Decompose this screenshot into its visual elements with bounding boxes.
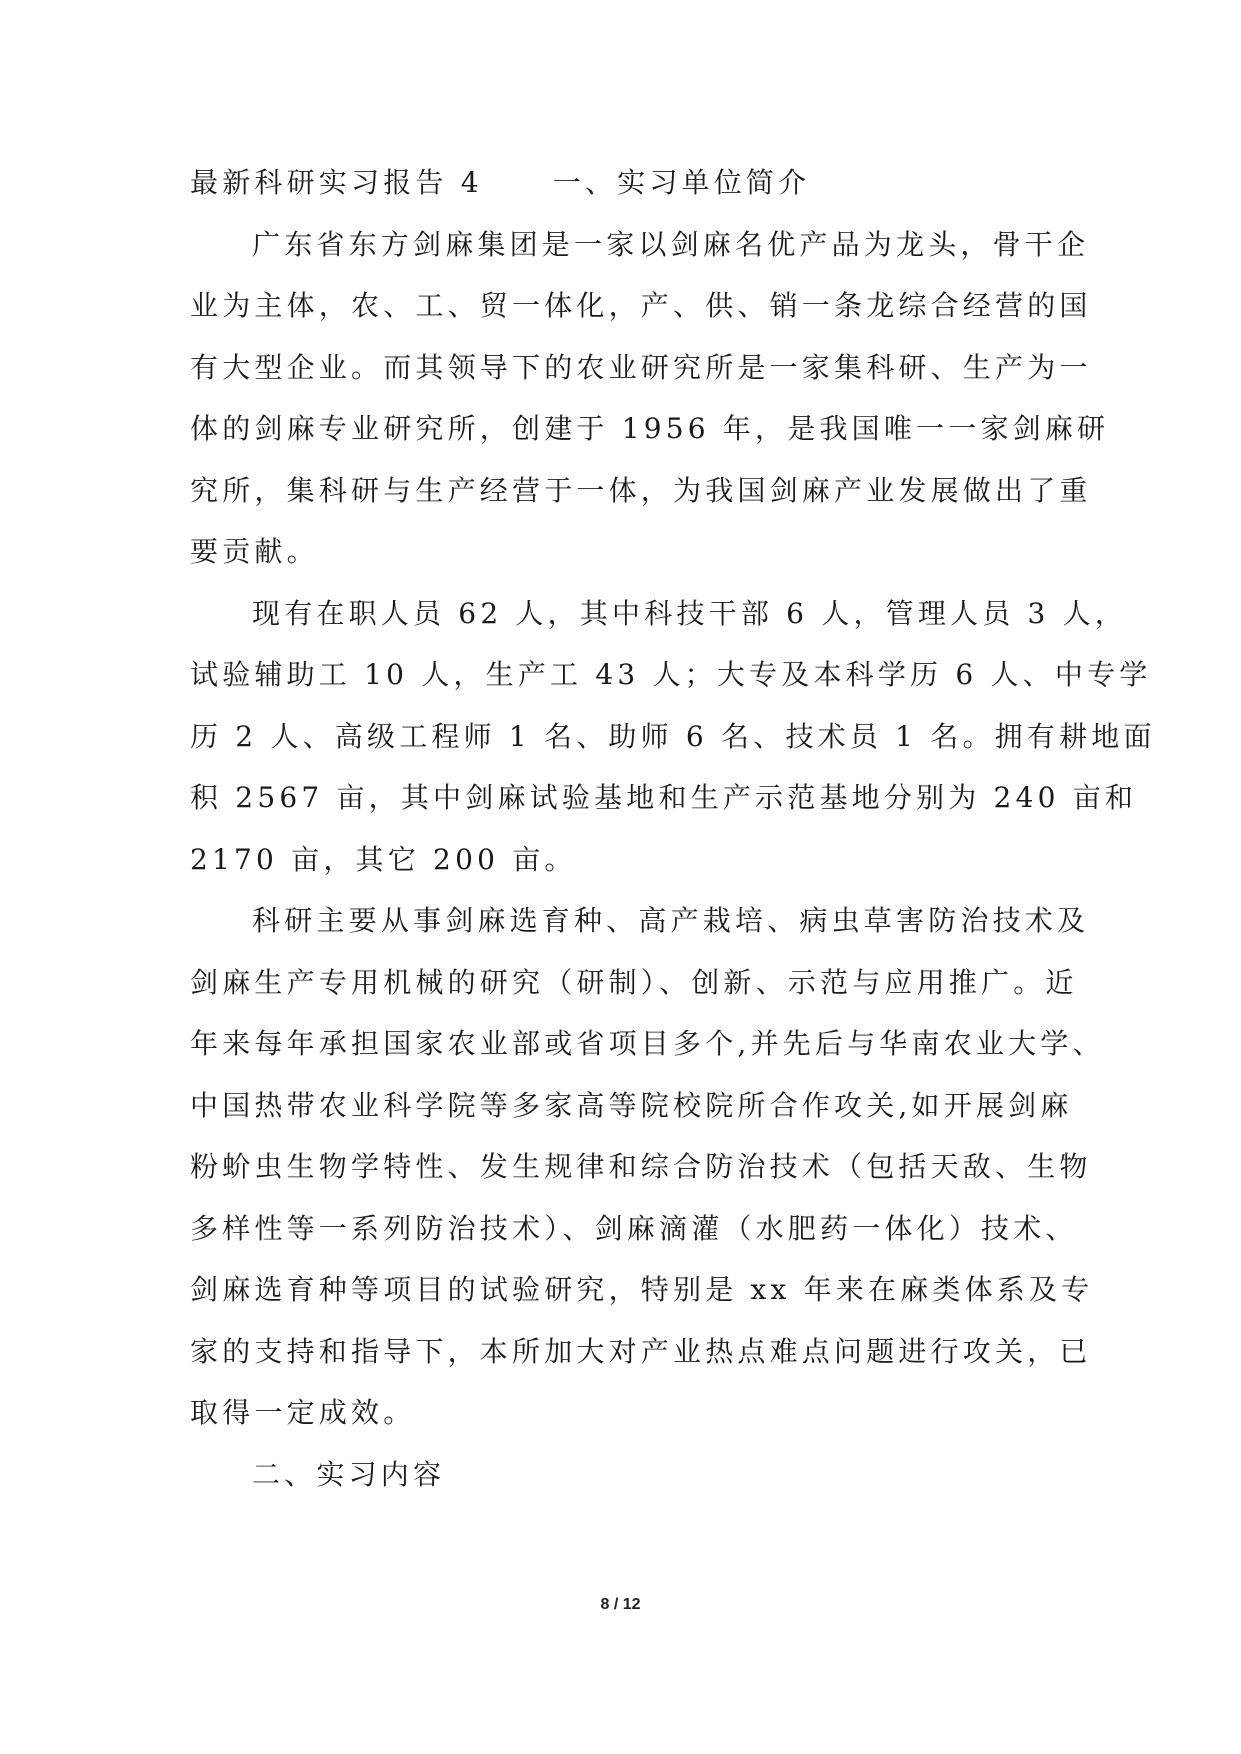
text-line: 广东省东方剑麻集团是一家以剑麻名优产品为龙头，骨干企 [252, 227, 1090, 261]
text-line: 中国热带农业科学院等多家高等院校院所合作攻关,如开展剑麻 [190, 1088, 1073, 1122]
document-title: 最新科研实习报告 4 [190, 166, 483, 199]
section-heading-2: 二、实习内容 [252, 1457, 446, 1491]
text-line: 积 2567 亩，其中剑麻试验基地和生产示范基地分别为 240 亩和 [190, 781, 1138, 814]
text-line: 多样性等一系列防治技术）、剑麻滴灌（水肥药一体化）技术、 [190, 1211, 1078, 1245]
section-heading-1: 一、实习单位简介 [552, 166, 811, 199]
title-line [190, 152, 1052, 214]
text-line: 科研主要从事剑麻选育种、高产栽培、病虫草害防治技术及 [252, 904, 1090, 937]
text-line: 业为主体，农、工、贸一体化，产、供、销一条龙综合经营的国 [190, 289, 1092, 322]
text-line: 2170 亩，其它 200 亩。 [190, 842, 577, 876]
text-line: 取得一定成效。 [190, 1396, 416, 1429]
text-line: 历 2 人、高级工程师 1 名、助师 6 名、技术员 1 名。拥有耕地面 [190, 719, 1156, 753]
text-line: 家的支持和指导下，本所加大对产业热点难点问题进行攻关，已 [190, 1334, 1092, 1368]
text-line: 有大型企业。而其领导下的农业研究所是一家集科研、生产为一 [190, 350, 1092, 384]
document-body [190, 152, 1156, 1505]
text-line: 究所，集科研与生产经营于一体，为我国剑麻产业发展做出了重 [190, 473, 1092, 507]
text-line: 现有在职人员 62 人，其中科技干部 6 人，管理人员 3 人， [252, 596, 1128, 630]
text-line: 剑麻选育种等项目的试验研究，特别是 xx 年来在麻类体系及专 [190, 1273, 1094, 1306]
text-line: 要贡献。 [190, 535, 319, 568]
page-number: 8 / 12 [600, 1596, 641, 1613]
text-line: 粉蚧虫生物学特性、发生规律和综合防治技术（包括天敌、生物 [190, 1150, 1092, 1183]
text-line: 年来每年承担国家农业部或省项目多个,并先后与华南农业大学、 [190, 1027, 1105, 1060]
text-line: 剑麻生产专用机械的研究（研制）、创新、示范与应用推广。近 [190, 965, 1078, 999]
text-line: 试验辅助工 10 人，生产工 43 人；大专及本科学历 6 人、中专学 [190, 658, 1152, 691]
text-line: 体的剑麻专业研究所，创建于 1956 年，是我国唯一一家剑麻研 [190, 412, 1110, 445]
